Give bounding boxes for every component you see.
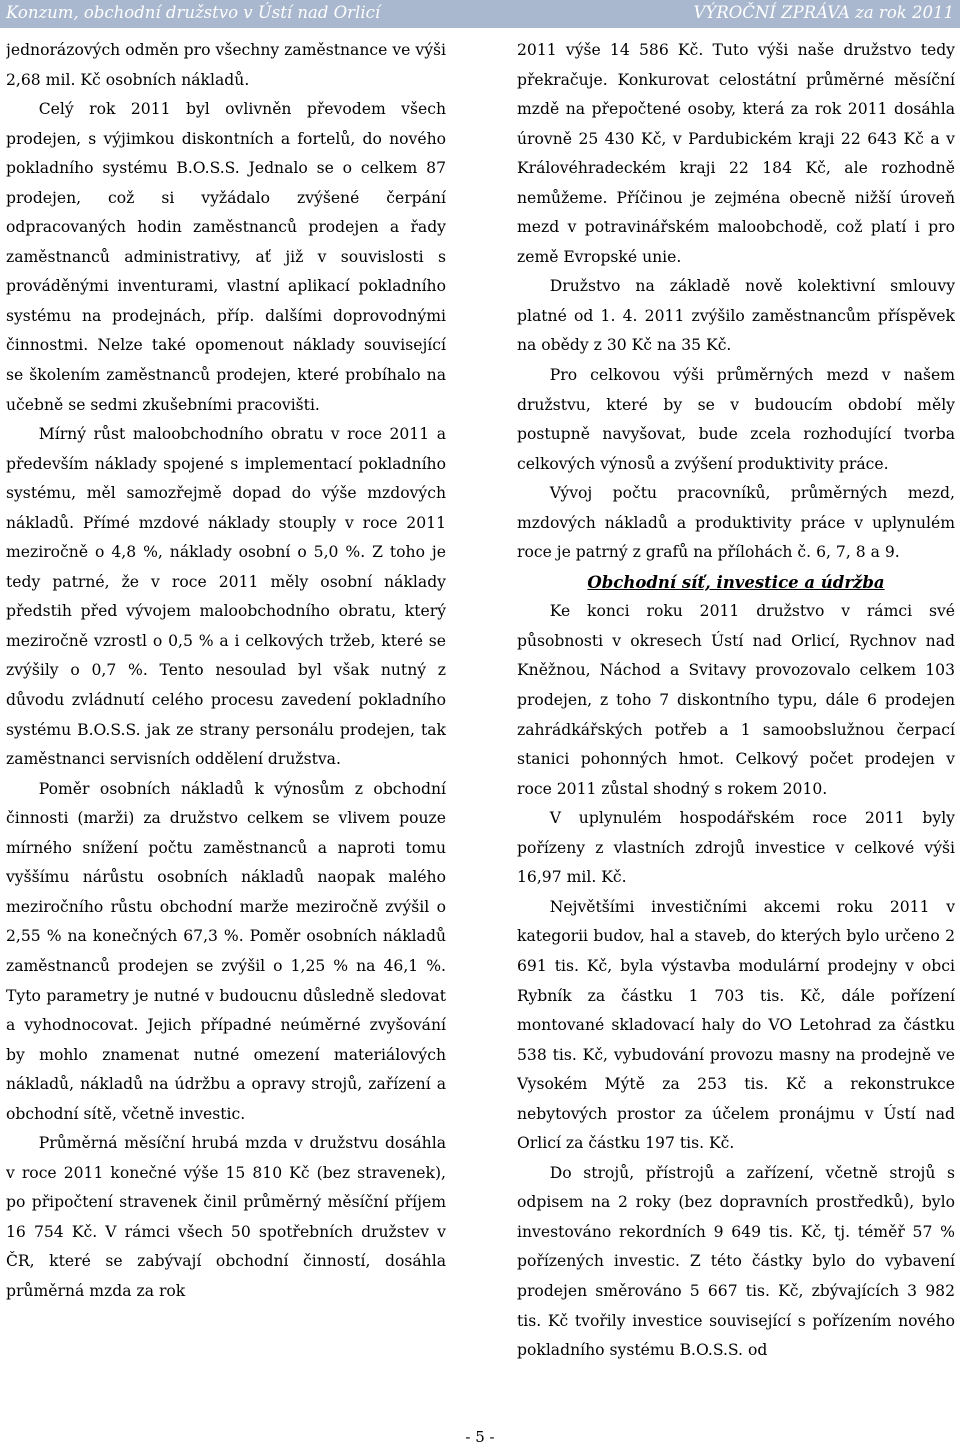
header-report-title: VÝROČNÍ ZPRÁVA za rok 2011 <box>693 3 954 22</box>
paragraph: Pro celkovou výši průměrných mezd v našem družstvu, které by se v budoucím období měly postupně navyšovat, bude zcela rozhodující tvorba celkových výnosů a zvýšení produktivity práce. <box>517 366 955 473</box>
header-organization: Konzum, obchodní družstvo v Ústí nad Orlicí <box>6 3 381 22</box>
paragraph: Do strojů, přístrojů a zařízení, včetně strojů s odpisem na 2 roky (bez dopravních prostředků), bylo investováno rekordních 9 649 tis. Kč, tj. téměř 57 % pořízených investic. Z této částky bylo do vybavení prodejen směrováno 5 667 tis. Kč, zbývajících 3 982 tis. Kč tvořily investice související s pořízením nového pokladního systému B.O.S.S. od <box>517 1163 955 1360</box>
paragraph: jednorázových odměn pro všechny zaměstnance ve výši 2,68 mil. Kč osobních nákladů. <box>6 41 446 89</box>
left-column <box>6 36 446 1426</box>
paragraph: V uplynulém hospodářském roce 2011 byly pořízeny z vlastních zdrojů investice v celkové výši 16,97 mil. Kč. <box>517 809 955 887</box>
paragraph: Vývoj počtu pracovníků, průměrných mezd, mzdových nákladů a produktivity práce v uplynulém roce je patrný z grafů na přílohách č. 6, 7, 8 a 9. <box>517 484 955 562</box>
paragraph: Poměr osobních nákladů k výnosům z obchodní činnosti (marži) za družstvo celkem se vlivem pouze mírného snížení počtu zaměstnanců a naproti tomu vyššímu nárůstu osobních nákladů naopak malého meziročního růstu obchodní marže meziročně zvýšil o 2,55 % na konečných 67,3 %. Poměr osobních nákladů zaměstnanců prodejen se zvýšil o 1,25 % na 46,1 %. Tyto parametry je nutné v budoucnu důsledně sledovat a vyhodnocovat. Jejich případné neúměrné zvyšování by mohlo znamenat nutné omezení materiálových nákladů, nákladů na údržbu a opravy strojů, zařízení a obchodní sítě, včetně investic. <box>6 779 446 1123</box>
page-number: - 5 - <box>465 1428 495 1446</box>
section-heading: Obchodní síť, investice a údržba <box>587 572 885 592</box>
paragraph: 2011 výše 14 586 Kč. Tuto výši naše družstvo tedy překračuje. Konkurovat celostátní průměrné měsíční mzdě na přepočtené osoby, která za rok 2011 dosáhla úrovně 25 430 Kč, v Pardubickém kraji 22 643 Kč a v Královéhradeckém kraji 22 184 Kč, ale rozhodně nemůžeme. Příčinou je zejména obecně nižší úroveň mezd v potravinářském maloobchodě, což platí i pro země Evropské unie. <box>517 41 955 266</box>
paragraph: Mírný růst maloobchodního obratu v roce 2011 a především náklady spojené s implementací pokladního systému, měl samozřejmě dopad do výše mzdových nákladů. Přímé mzdové náklady stouply v roce 2011 meziročně o 4,8 %, náklady osobní o 5,0 %. Z toho je tedy patrné, že v roce 2011 měly osobní náklady předstih před vývojem maloobchodního obratu, který meziročně vzrostl o 0,5 % a i celkových tržeb, které se zvýšily o 0,7 %. Tento nesoulad byl však nutný z důvodu zvládnutí celého procesu zavedení pokladního systému B.O.S.S. jak ze strany personálu prodejen, tak zaměstnanci servisních oddělení družstva. <box>6 425 446 769</box>
page-header <box>0 0 960 28</box>
paragraph: Ke konci roku 2011 družstvo v rámci své působnosti v okresech Ústí nad Orlicí, Rychnov nad Kněžnou, Náchod a Svitavy provozovalo celkem 103 prodejen, z toho 7 diskontního typu, dále 6 prodejen zahrádkářských potřeb a 1 samoobslužnou čerpací stanici pohonných hmot. Celkový počet prodejen v roce 2011 zůstal shodný s rokem 2010. <box>517 602 955 798</box>
paragraph: Družstvo na základě nově kolektivní smlouvy platné od 1. 4. 2011 zvýšilo zaměstnancům příspěvek na obědy z 30 Kč na 35 Kč. <box>517 277 955 355</box>
paragraph: Celý rok 2011 byl ovlivněn převodem všech prodejen, s výjimkou diskontních a fortelů, do nového pokladního systému B.O.S.S. Jednalo se o celkem 87 prodejen, což si vyžádalo zvýšené čerpání odpracovaných hodin zaměstnanců prodejen a řady zaměstnanců administrativy, ať již v souvislosti s prováděnými inventurami, vlastní aplikací pokladního systému na prodejnách, příp. dalšími doprovodnými činnostmi. Nelze také opomenout náklady související se školením zaměstnanců prodejen, které probíhalo na učebně se sedmi zkušebními pracovišti. <box>6 100 446 414</box>
paragraph: Průměrná měsíční hrubá mzda v družstvu dosáhla v roce 2011 konečné výše 15 810 Kč (bez stravenek), po připočtení stravenek činil průměrný měsíční příjem 16 754 Kč. V rámci všech 50 spotřebních družstev v ČR, které se zabývají obchodní činností, dosáhla průměrná mzda za rok <box>6 1134 446 1300</box>
paragraph: Největšími investičními akcemi roku 2011 v kategorii budov, hal a staveb, do kterých bylo určeno 2 691 tis. Kč, byla výstavba modulární prodejny v obci Rybník za částku 1 703 tis. Kč, dále pořízení montované skladovací haly do VO Letohrad za částku 538 tis. Kč, vybudování provozu masny na prodejně ve Vysokém Mýtě za 253 tis. Kč a rekonstrukce nebytových prostor za účelem pronájmu v Ústí nad Orlicí za částku 197 tis. Kč. <box>517 897 955 1153</box>
right-column <box>517 36 955 1426</box>
